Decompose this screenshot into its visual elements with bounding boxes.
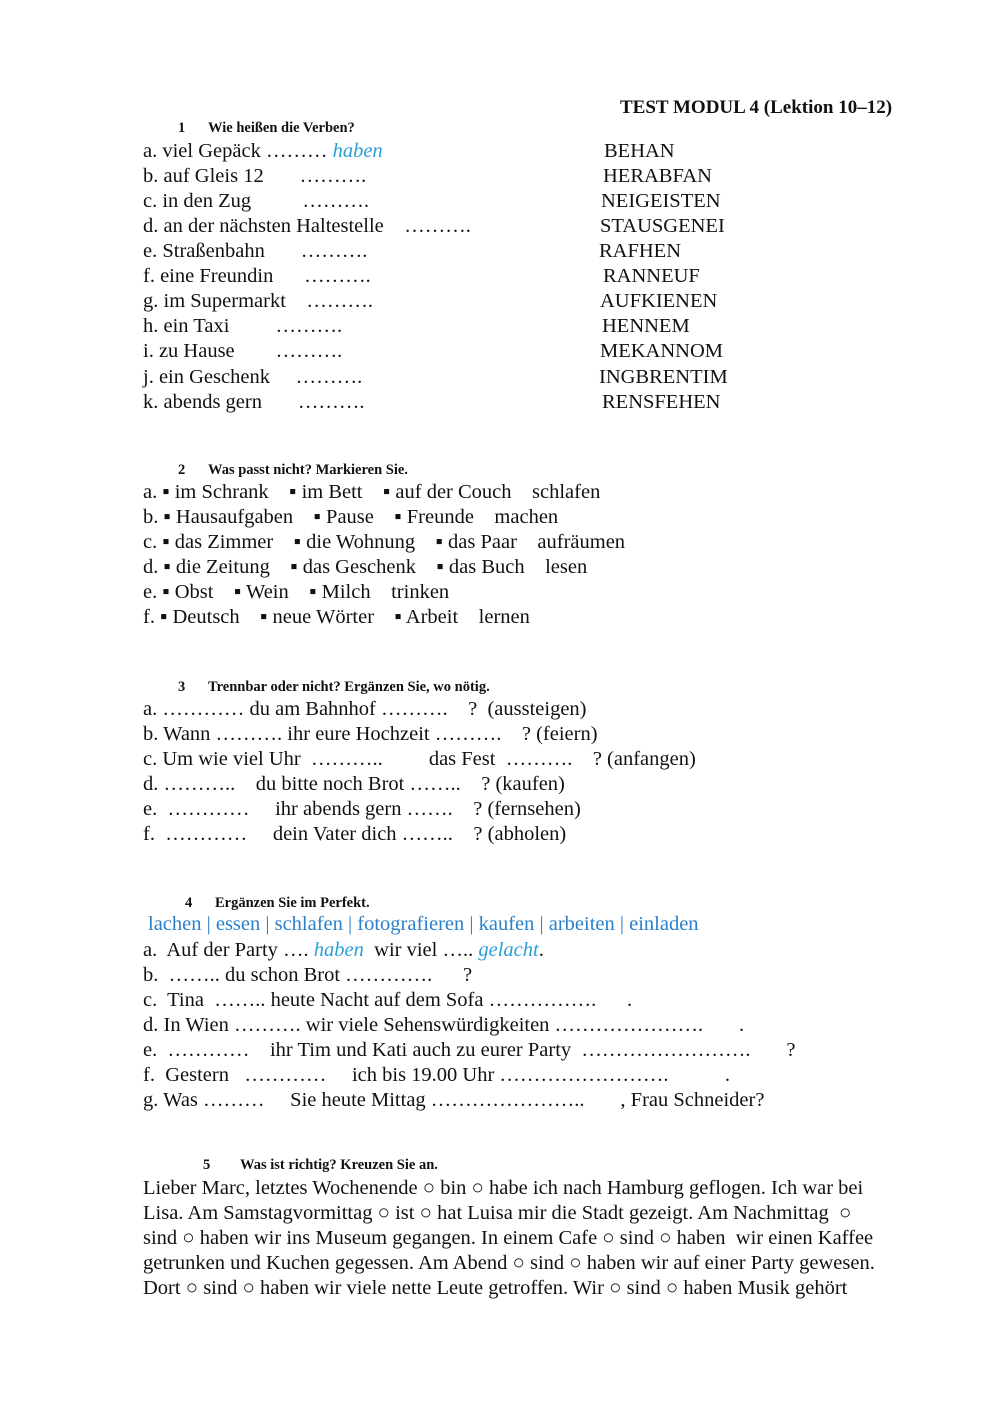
section-2-heading xyxy=(178,463,408,478)
s5-line-2[interactable]: Lisa. Am Samstagvormittag ○ ist ○ hat Luisa mir die Stadt gezeigt. Am Nachmittag ○ xyxy=(143,1202,852,1224)
section-5-number: 5 xyxy=(203,1157,211,1173)
s1-item-b: b. auf Gleis 12 ………. xyxy=(143,165,367,187)
s1-item-g-scrambled: AUFKIENEN xyxy=(600,290,718,312)
s1-item-f-scrambled: RANNEUF xyxy=(603,265,700,287)
s4-a-answer1[interactable]: haben xyxy=(313,939,364,961)
section-1-number: 1 xyxy=(178,120,186,136)
s1-item-i-scrambled: MEKANNOM xyxy=(600,340,723,362)
s5-line-4[interactable]: getrunken und Kuchen gegessen. Am Abend ○ sind ○ haben wir auf einer Party gewesen. xyxy=(143,1252,875,1274)
s1-item-i: i. zu Hause ………. xyxy=(143,340,343,362)
s1-item-e: e. Straßenbahn ………. xyxy=(143,240,368,262)
s1-item-a xyxy=(143,141,383,162)
section-4-number: 4 xyxy=(185,895,193,911)
s2-line-e[interactable]: e. ▪ Obst ▪ Wein ▪ Milch trinken xyxy=(143,581,450,603)
section-2-number: 2 xyxy=(178,462,186,478)
s4-a-part2: wir viel ….. xyxy=(363,939,479,961)
s1-item-h-scrambled: HENNEM xyxy=(602,315,690,337)
s2-line-d[interactable]: d. ▪ die Zeitung ▪ das Geschenk ▪ das Buch lesen xyxy=(143,556,588,578)
s4-line-e: e. ………… ihr Tim und Kati auch zu eurer Party ……………………. ? xyxy=(143,1039,796,1061)
s2-line-f[interactable]: f. ▪ Deutsch ▪ neue Wörter ▪ Arbeit lernen xyxy=(143,606,530,628)
s2-line-b[interactable]: b. ▪ Hausaufgaben ▪ Pause ▪ Freunde machen xyxy=(143,506,559,528)
s1-item-a-answer[interactable]: haben xyxy=(332,140,383,162)
s1-item-c: c. in den Zug ………. xyxy=(143,190,370,212)
s4-line-d: d. In Wien ………. wir viele Sehenswürdigkeiten …………………. . xyxy=(143,1014,745,1036)
s3-line-d: d. ……….. du bitte noch Brot …….. ? (kaufen) xyxy=(143,773,565,795)
s5-line-1[interactable]: Lieber Marc, letztes Wochenende ○ bin ○ habe ich nach Hamburg geflogen. Ich war bei xyxy=(143,1177,864,1199)
s4-line-c: c. Tina …….. heute Nacht auf dem Sofa ……………. . xyxy=(143,989,633,1011)
section-3-title: Trennbar oder nicht? Ergänzen Sie, wo nötig. xyxy=(208,679,490,695)
s3-line-c: c. Um wie viel Uhr ……….. das Fest ………. ? (anfangen) xyxy=(143,748,696,770)
s1-item-k-scrambled: RENSFEHEN xyxy=(602,391,721,413)
s1-item-d: d. an der nächsten Haltestelle ………. xyxy=(143,215,471,237)
s1-item-f: f. eine Freundin ………. xyxy=(143,265,371,287)
s1-item-g: g. im Supermarkt ………. xyxy=(143,290,374,312)
s2-line-a[interactable]: a. ▪ im Schrank ▪ im Bett ▪ auf der Couch schlafen xyxy=(143,481,601,503)
s4-word-box: lachen | essen | schlafen | fotografieren | kaufen | arbeiten | einladen xyxy=(148,913,699,935)
s1-item-j: j. ein Geschenk ………. xyxy=(143,366,363,388)
section-5-heading xyxy=(203,1158,438,1173)
s5-line-3[interactable]: sind ○ haben wir ins Museum gegangen. In einem Cafe ○ sind ○ haben wir einen Kaffee xyxy=(143,1227,874,1249)
s5-line-5[interactable]: Dort ○ sind ○ haben wir viele nette Leute getroffen. Wir ○ sind ○ haben Musik gehört xyxy=(143,1277,848,1299)
section-1-heading xyxy=(178,121,355,136)
section-3-number: 3 xyxy=(178,679,186,695)
s4-a-answer2[interactable]: gelacht xyxy=(478,939,539,961)
s2-line-c[interactable]: c. ▪ das Zimmer ▪ die Wohnung ▪ das Paar aufräumen xyxy=(143,531,626,553)
s1-item-d-scrambled: STAUSGENEI xyxy=(600,215,725,237)
s1-item-e-scrambled: RAFHEN xyxy=(599,240,682,262)
s4-line-f: f. Gestern ………… ich bis 19.00 Uhr ……………………. . xyxy=(143,1064,731,1086)
s1-item-a-scrambled: BEHAN xyxy=(604,140,675,162)
section-1-title: Wie heißen die Verben? xyxy=(208,120,355,136)
s4-line-b: b. …….. du schon Brot …………. ? xyxy=(143,964,473,986)
s1-item-j-scrambled: INGBRENTIM xyxy=(599,366,728,388)
s3-line-f: f. ………… dein Vater dich …….. ? (abholen) xyxy=(143,823,567,845)
s1-item-a-left: a. viel Gepäck ……… xyxy=(143,140,333,162)
s4-a-part3: . xyxy=(538,939,544,961)
s4-a-part1: a. Auf der Party …. xyxy=(143,939,314,961)
section-5-title: Was ist richtig? Kreuzen Sie an. xyxy=(240,1157,438,1173)
s1-item-c-scrambled: NEIGEISTEN xyxy=(601,190,721,212)
s1-item-b-scrambled: HERABFAN xyxy=(603,165,712,187)
s1-item-h: h. ein Taxi ………. xyxy=(143,315,343,337)
s3-line-a: a. ………… du am Bahnhof ………. ? (aussteigen) xyxy=(143,698,587,720)
s4-line-a xyxy=(143,940,544,961)
section-3-heading xyxy=(178,680,490,695)
s3-line-e: e. ………… ihr abends gern ……. ? (fernsehen) xyxy=(143,798,581,820)
section-4-title: Ergänzen Sie im Perfekt. xyxy=(215,895,370,911)
section-4-heading xyxy=(185,896,370,911)
s3-line-b: b. Wann ………. ihr eure Hochzeit ………. ? (feiern) xyxy=(143,723,598,745)
section-2-title: Was passt nicht? Markieren Sie. xyxy=(208,462,408,478)
test-title: TEST MODUL 4 (Lektion 10–12) xyxy=(620,97,893,118)
s4-line-g: g. Was ……… Sie heute Mittag ………………….. , Frau Schneider? xyxy=(143,1089,765,1111)
s1-item-k: k. abends gern ………. xyxy=(143,391,365,413)
